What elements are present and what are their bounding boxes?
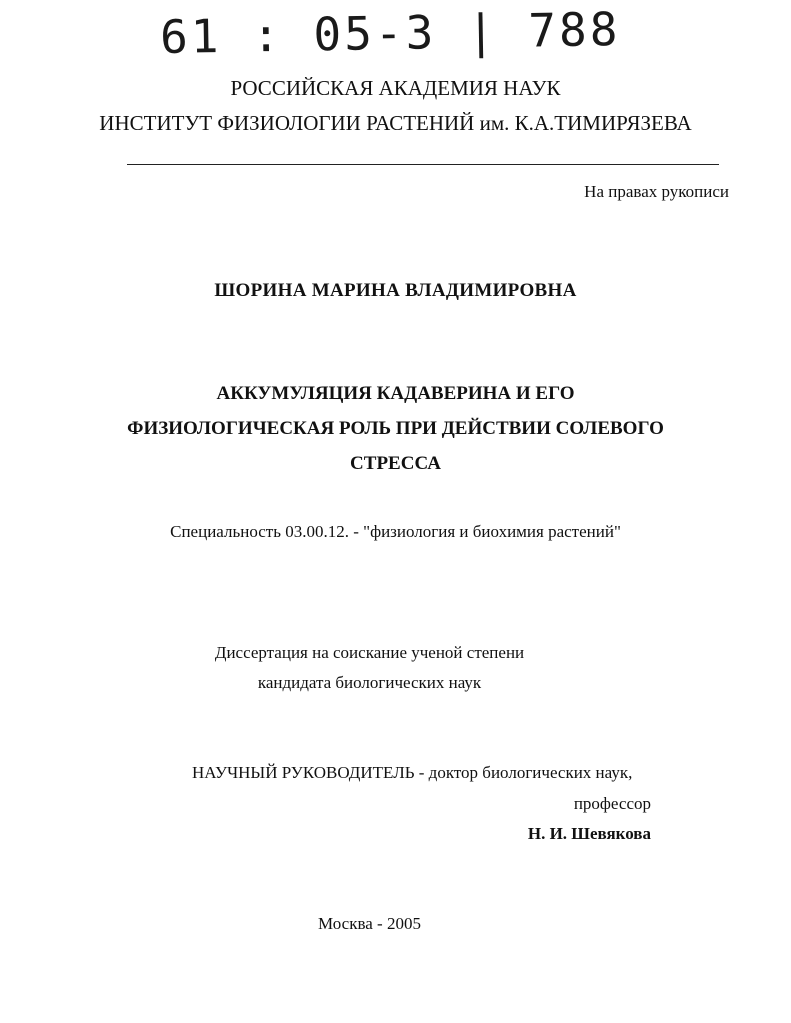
specialty-line: Специальность 03.00.12. - "физиология и биохимия растений" bbox=[170, 522, 621, 541]
organization-name: РОССИЙСКАЯ АКАДЕМИЯ НАУК bbox=[230, 76, 561, 100]
thesis-title-line-3: СТРЕССА bbox=[350, 453, 441, 474]
city-year: Москва - 2005 bbox=[318, 914, 421, 933]
handwritten-catalog-number: 61 : 05-3 | 788 bbox=[159, 1, 621, 65]
manuscript-note: На правах рукописи bbox=[584, 182, 729, 201]
thesis-title-line-2: ФИЗИОЛОГИЧЕСКАЯ РОЛЬ ПРИ ДЕЙСТВИИ СОЛЕВОГО bbox=[127, 418, 664, 439]
supervisor-label: НАУЧНЫЙ РУКОВОДИТЕЛЬ - доктор биологических наук, bbox=[192, 763, 633, 782]
dissertation-degree-line-2: кандидата биологических наук bbox=[257, 673, 482, 692]
supervisor-name: Н. И. Шевякова bbox=[527, 824, 651, 843]
thesis-title-line-1: АККУМУЛЯЦИЯ КАДАВЕРИНА И ЕГО bbox=[216, 383, 575, 404]
header-divider bbox=[127, 164, 719, 165]
supervisor-position: профессор bbox=[573, 794, 651, 813]
dissertation-degree-line-1: Диссертация на соискание ученой степени bbox=[214, 643, 525, 662]
author-name: ШОРИНА МАРИНА ВЛАДИМИРОВНА bbox=[214, 280, 577, 301]
institute-name: ИНСТИТУТ ФИЗИОЛОГИИ РАСТЕНИЙ им. К.А.ТИМИРЯЗЕВА bbox=[99, 111, 692, 135]
